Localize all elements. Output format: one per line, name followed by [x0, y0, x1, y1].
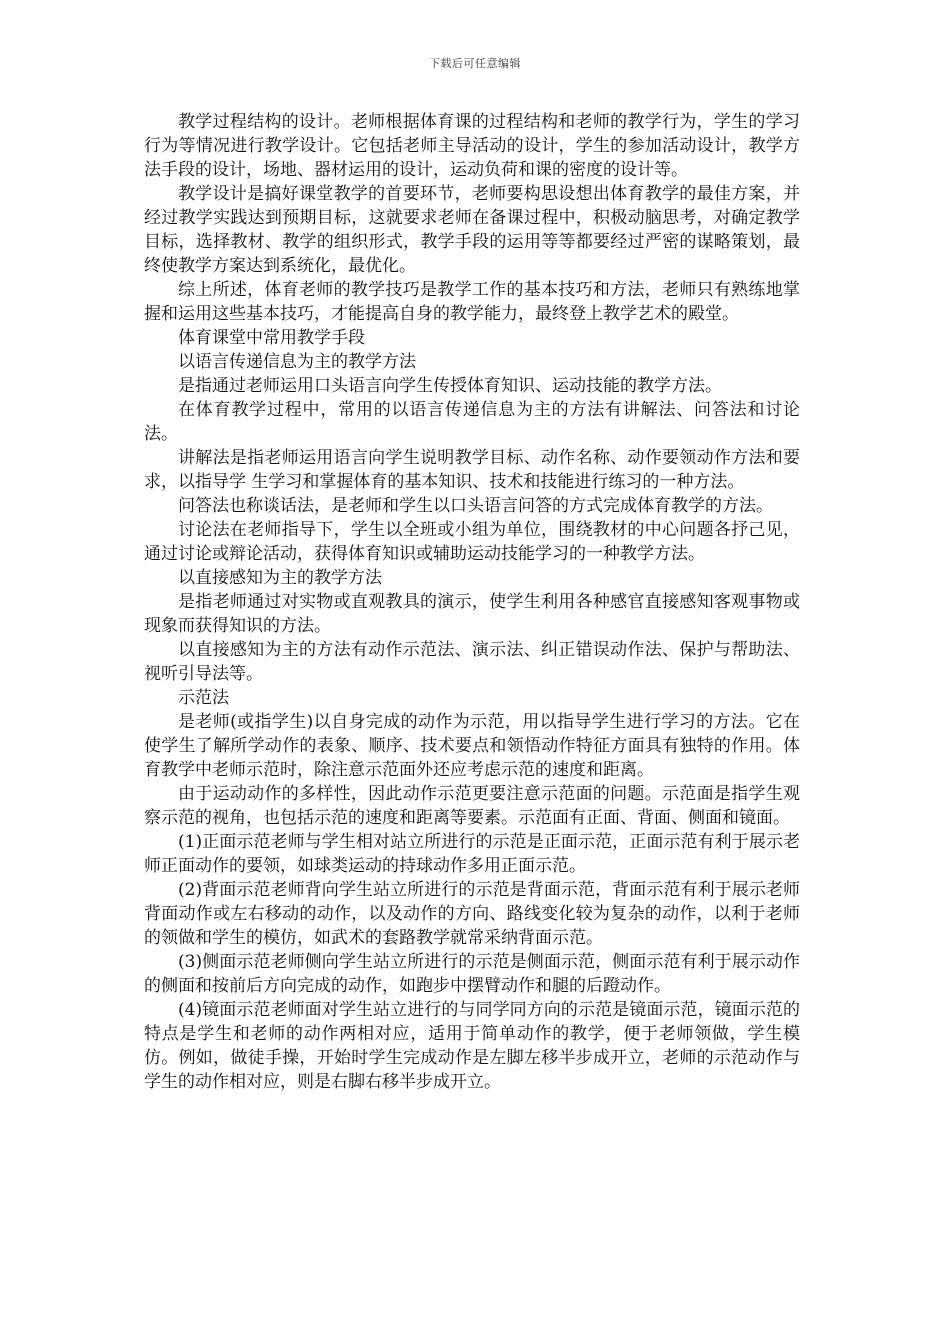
section-heading: 体育课堂中常用教学手段: [178, 328, 365, 348]
document-body: [144, 110, 800, 1094]
section-heading: 以语言传递信息为主的教学方法: [178, 352, 416, 372]
paragraph: 是指通过老师运用口头语言向学生传授体育知识、运动技能的教学方法。: [178, 376, 722, 396]
paragraph: 以直接感知为主的方法有动作示范法、演示法、纠正错误动作法、保护与帮助法、视听引导法等。: [144, 640, 800, 684]
paragraph: (3)侧面示范老师侧向学生站立所进行的示范是侧面示范，侧面示范有利于展示动作的侧面和按前后方向完成的动作，如跑步中摆臂动作和腿的后蹬动作。: [144, 952, 800, 996]
paragraph: (2)背面示范老师背向学生站立所进行的示范是背面示范，背面示范有利于展示老师背面动作或左右移动的动作，以及动作的方向、路线变化较为复杂的动作，以利于老师的领做和学生的模仿，如武术的套路教学就常采纳背面示范。: [144, 880, 800, 948]
paragraph: 是老师(或指学生)以自身完成的动作为示范，用以指导学生进行学习的方法。它在使学生了解所学动作的表象、顺序、技术要点和领悟动作特征方面具有独特的作用。体育教学中老师示范时，除注意示范面外还应考虑示范的速度和距离。: [144, 712, 800, 780]
paragraph: 由于运动动作的多样性，因此动作示范更要注意示范面的问题。示范面是指学生观察示范的视角，也包括示范的速度和距离等要素。示范面有正面、背面、侧面和镜面。: [144, 784, 800, 828]
section-heading: 示范法: [178, 688, 229, 708]
page-header-note: 下载后可任意编辑: [429, 57, 521, 70]
section-heading: 以直接感知为主的教学方法: [178, 568, 382, 588]
paragraph: 讨论法在老师指导下，学生以全班或小组为单位，围绕教材的中心问题各抒己见，通过讨论或辩论活动，获得体育知识或辅助运动技能学习的一种教学方法。: [144, 520, 800, 564]
paragraph: (4)镜面示范老师面对学生站立进行的与同学同方向的示范是镜面示范，镜面示范的特点是学生和老师的动作两相对应，适用于简单动作的教学，便于老师领做，学生模仿。例如，做徒手操，开始时学生完成动作是左脚左移半步成开立，老师的示范动作与学生的动作相对应，则是右脚右移半步成开立。: [144, 1000, 800, 1092]
paragraph: 问答法也称谈话法，是老师和学生以口头语言问答的方式完成体育教学的方法。: [178, 496, 773, 516]
paragraph: 教学设计是搞好课堂教学的首要环节，老师要构思设想出体育教学的最佳方案，并经过教学实践达到预期目标，这就要求老师在备课过程中，积极动脑思考，对确定教学目标，选择教材、教学的组织形式，教学手段的运用等等都要经过严密的谋略策划，最终使教学方案达到系统化，最优化。: [144, 184, 800, 276]
paragraph: (1)正面示范老师与学生相对站立所进行的示范是正面示范，正面示范有利于展示老师正面动作的要领，如球类运动的持球动作多用正面示范。: [144, 832, 800, 876]
paragraph: 是指老师通过对实物或直观教具的演示，使学生利用各种感官直接感知客观事物或现象而获得知识的方法。: [144, 592, 800, 636]
paragraph: 讲解法是指老师运用语言向学生说明教学目标、动作名称、动作要领动作方法和要求，以指导学 生学习和掌握体育的基本知识、技术和技能进行练习的一种方法。: [144, 448, 800, 492]
paragraph: 在体育教学过程中，常用的以语言传递信息为主的方法有讲解法、问答法和讨论法。: [144, 400, 800, 444]
paragraph: 综上所述，体育老师的教学技巧是教学工作的基本技巧和方法，老师只有熟练地掌握和运用这些基本技巧，才能提高自身的教学能力，最终登上教学艺术的殿堂。: [144, 280, 800, 324]
paragraph: 教学过程结构的设计。老师根据体育课的过程结构和老师的教学行为，学生的学习行为等情况进行教学设计。它包括老师主导活动的设计，学生的参加活动设计，教学方法手段的设计，场地、器材运用的设计，运动负荷和课的密度的设计等。: [144, 112, 800, 180]
